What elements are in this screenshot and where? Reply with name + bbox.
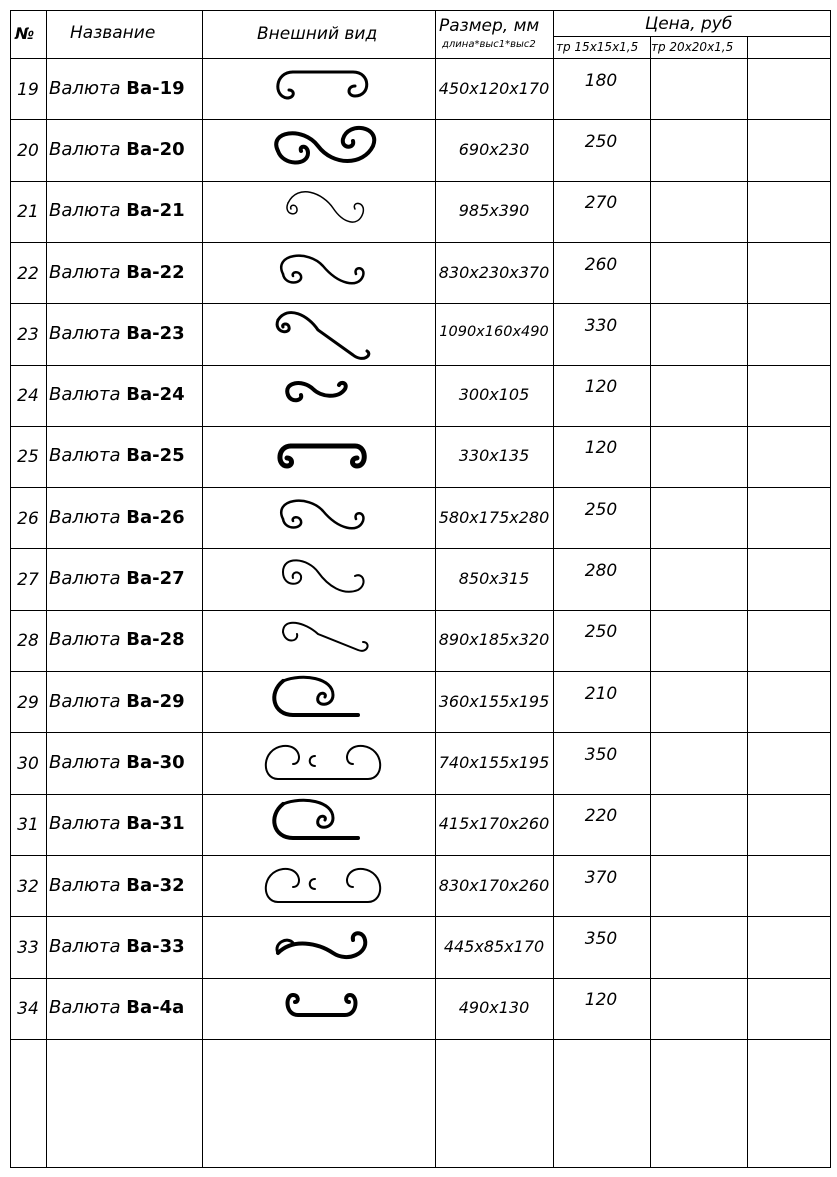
row-number: 24 — [17, 386, 39, 407]
row-number: 34 — [17, 999, 39, 1020]
row-divider — [10, 1039, 830, 1040]
scroll-double-c-icon — [263, 734, 383, 790]
scroll-stroke — [283, 272, 301, 282]
product-name — [49, 78, 185, 99]
product-code: Ва-4а — [126, 997, 185, 1019]
product-price: 350 — [584, 928, 618, 949]
product-prefix: Валюта — [49, 261, 121, 283]
product-name — [49, 200, 185, 221]
scroll-s-light-icon — [263, 183, 383, 239]
table-row — [10, 548, 830, 609]
scroll-stroke — [283, 561, 364, 592]
table-row — [10, 426, 830, 487]
header-number: № — [15, 24, 35, 43]
product-prefix: Валюта — [49, 690, 121, 712]
product-code: Ва-27 — [126, 568, 185, 590]
product-size: 450х120х170 — [438, 78, 550, 98]
header-price: Цена, руб — [645, 14, 733, 34]
product-size: 740х155х195 — [438, 752, 550, 772]
product-name — [49, 323, 185, 344]
scroll-c-hook-icon — [263, 60, 383, 116]
header-name: Название — [70, 23, 156, 43]
product-prefix: Валюта — [49, 751, 121, 773]
row-number: 23 — [17, 324, 39, 345]
product-name — [49, 997, 184, 1018]
scroll-stroke — [276, 128, 374, 161]
product-name — [49, 936, 185, 957]
product-name — [49, 262, 185, 283]
table-row — [10, 365, 830, 426]
product-code: Ва-22 — [126, 261, 185, 283]
product-code: Ва-30 — [126, 751, 185, 773]
product-prefix: Валюта — [49, 568, 121, 590]
scroll-stroke — [266, 746, 299, 779]
row-number: 28 — [17, 631, 39, 652]
scroll-stroke — [283, 677, 333, 704]
scroll-j-icon — [263, 796, 383, 852]
scroll-stroke — [288, 395, 301, 400]
scroll-double-c-icon — [263, 857, 383, 913]
product-code: Ва-19 — [126, 77, 185, 99]
table-row — [10, 732, 830, 793]
product-price: 280 — [584, 561, 618, 582]
scroll-stroke — [283, 800, 333, 827]
scroll-stroke — [281, 256, 363, 284]
product-size: 580х175х280 — [438, 507, 550, 527]
product-price: 120 — [584, 377, 618, 398]
product-code: Ва-28 — [126, 629, 185, 651]
row-number: 22 — [17, 263, 39, 284]
product-name — [49, 139, 185, 160]
product-price: 370 — [584, 867, 618, 888]
table-row — [10, 671, 830, 732]
scroll-stroke — [310, 879, 315, 889]
scroll-small-s-icon — [263, 367, 383, 423]
product-prefix: Валюта — [49, 935, 121, 957]
scroll-stroke — [274, 681, 358, 715]
product-prefix: Валюта — [49, 874, 121, 896]
product-price: 220 — [584, 806, 618, 827]
product-name — [49, 629, 185, 650]
scroll-wave-icon — [263, 918, 383, 974]
row-number: 31 — [17, 815, 39, 836]
scroll-stroke — [288, 191, 363, 221]
scroll-stroke — [293, 72, 367, 96]
scroll-stroke — [278, 72, 293, 98]
scroll-stroke — [274, 804, 358, 838]
product-price: 180 — [584, 70, 618, 91]
product-price: 250 — [584, 131, 618, 152]
table-row — [10, 855, 830, 916]
scroll-stroke — [283, 572, 301, 584]
product-name — [49, 691, 185, 712]
product-size: 300х105 — [458, 385, 530, 405]
scroll-s-tall-icon — [263, 550, 383, 606]
price-subheader-divider — [553, 36, 830, 37]
table-row — [10, 916, 830, 977]
table-row — [10, 181, 830, 242]
scroll-stroke — [283, 622, 368, 650]
product-code: Ва-24 — [126, 384, 185, 406]
product-price: 120 — [584, 990, 618, 1011]
product-price: 350 — [584, 744, 618, 765]
scroll-j-icon — [263, 673, 383, 729]
row-number: 30 — [17, 753, 39, 774]
scroll-diagonal-icon — [263, 305, 383, 361]
scroll-stroke — [280, 446, 292, 466]
product-size: 415х170х260 — [438, 814, 550, 834]
product-size: 830х170х260 — [438, 875, 550, 895]
header-size: Размер, мм — [439, 16, 540, 36]
row-number: 33 — [17, 937, 39, 958]
product-code: Ва-29 — [126, 690, 185, 712]
scroll-c-bar-icon — [263, 428, 383, 484]
product-price: 120 — [584, 438, 618, 459]
row-number: 27 — [17, 570, 39, 591]
scroll-heavy-s-icon — [263, 121, 383, 177]
product-prefix: Валюта — [49, 77, 121, 99]
row-number: 19 — [17, 79, 39, 100]
scroll-stroke — [287, 203, 297, 214]
product-code: Ва-26 — [126, 506, 185, 528]
product-price: 210 — [584, 683, 618, 704]
product-code: Ва-31 — [126, 813, 185, 835]
product-name — [49, 752, 185, 773]
column-divider — [830, 10, 831, 1168]
product-prefix: Валюта — [49, 322, 121, 344]
scroll-stroke — [278, 147, 308, 163]
product-size: 445х85х170 — [443, 936, 545, 956]
row-number: 25 — [17, 447, 39, 468]
scroll-stroke — [287, 382, 346, 395]
row-number: 29 — [17, 692, 39, 713]
scroll-u-icon — [263, 980, 383, 1036]
scroll-stroke — [278, 933, 365, 957]
product-code: Ва-33 — [126, 935, 185, 957]
product-prefix: Валюта — [49, 629, 121, 651]
table-row — [10, 978, 830, 1039]
product-prefix: Валюта — [49, 813, 121, 835]
product-name — [49, 507, 185, 528]
product-price: 330 — [584, 315, 618, 336]
table-row — [10, 242, 830, 303]
product-name — [49, 875, 185, 896]
price-table — [10, 10, 830, 1168]
scroll-stroke — [278, 869, 380, 902]
product-name — [49, 445, 185, 466]
row-number: 21 — [17, 202, 39, 223]
header-view: Внешний вид — [257, 24, 378, 44]
scroll-stroke — [293, 995, 298, 1002]
product-code: Ва-25 — [126, 445, 185, 467]
product-price: 250 — [584, 622, 618, 643]
product-code: Ва-21 — [126, 200, 185, 222]
product-price: 260 — [584, 254, 618, 275]
scroll-stroke — [266, 869, 299, 902]
product-prefix: Валюта — [49, 506, 121, 528]
product-prefix: Валюта — [49, 138, 121, 160]
product-prefix: Валюта — [49, 200, 121, 222]
product-code: Ва-23 — [126, 322, 185, 344]
scroll-stroke — [278, 746, 380, 779]
scroll-s-icon — [263, 489, 383, 545]
product-size: 330х135 — [458, 446, 530, 466]
scroll-stroke — [310, 756, 315, 766]
table-row — [10, 58, 830, 119]
row-number: 26 — [17, 508, 39, 529]
product-name — [49, 384, 185, 405]
table-row — [10, 487, 830, 548]
scroll-stroke — [291, 446, 364, 466]
scroll-stroke — [278, 313, 369, 359]
product-prefix: Валюта — [49, 445, 121, 467]
scroll-s-flat-icon — [263, 612, 383, 668]
header-price-b: тр 20х20х1,5 — [651, 40, 734, 54]
scroll-stroke — [281, 501, 363, 529]
product-prefix: Валюта — [49, 384, 121, 406]
table-row — [10, 119, 830, 180]
product-size: 690х230 — [458, 139, 530, 159]
scroll-stroke — [283, 632, 297, 641]
table-row — [10, 303, 830, 364]
header-price-a: тр 15х15х1,5 — [556, 40, 639, 54]
product-code: Ва-20 — [126, 138, 185, 160]
product-price: 250 — [584, 499, 618, 520]
table-border-bottom — [10, 1167, 830, 1168]
scroll-stroke — [283, 517, 301, 527]
table-row — [10, 610, 830, 671]
product-size: 830х230х370 — [438, 262, 550, 282]
product-size: 490х130 — [458, 998, 530, 1018]
row-number: 32 — [17, 876, 39, 897]
header-size-sub: длина*выс1*выс2 — [442, 39, 536, 50]
table-border-top — [10, 10, 830, 11]
product-price: 270 — [584, 193, 618, 214]
product-size: 360х155х195 — [438, 691, 550, 711]
product-prefix: Валюта — [49, 997, 121, 1019]
product-size: 1090х160х490 — [439, 323, 549, 340]
product-name — [49, 813, 185, 834]
scroll-s-icon — [263, 244, 383, 300]
product-size: 850х315 — [458, 569, 530, 589]
scroll-stroke — [277, 320, 289, 332]
product-size: 890х185х320 — [438, 630, 550, 650]
table-row — [10, 794, 830, 855]
product-name — [49, 568, 185, 589]
product-size: 985х390 — [458, 201, 530, 221]
row-number: 20 — [17, 140, 39, 161]
product-code: Ва-32 — [126, 874, 185, 896]
